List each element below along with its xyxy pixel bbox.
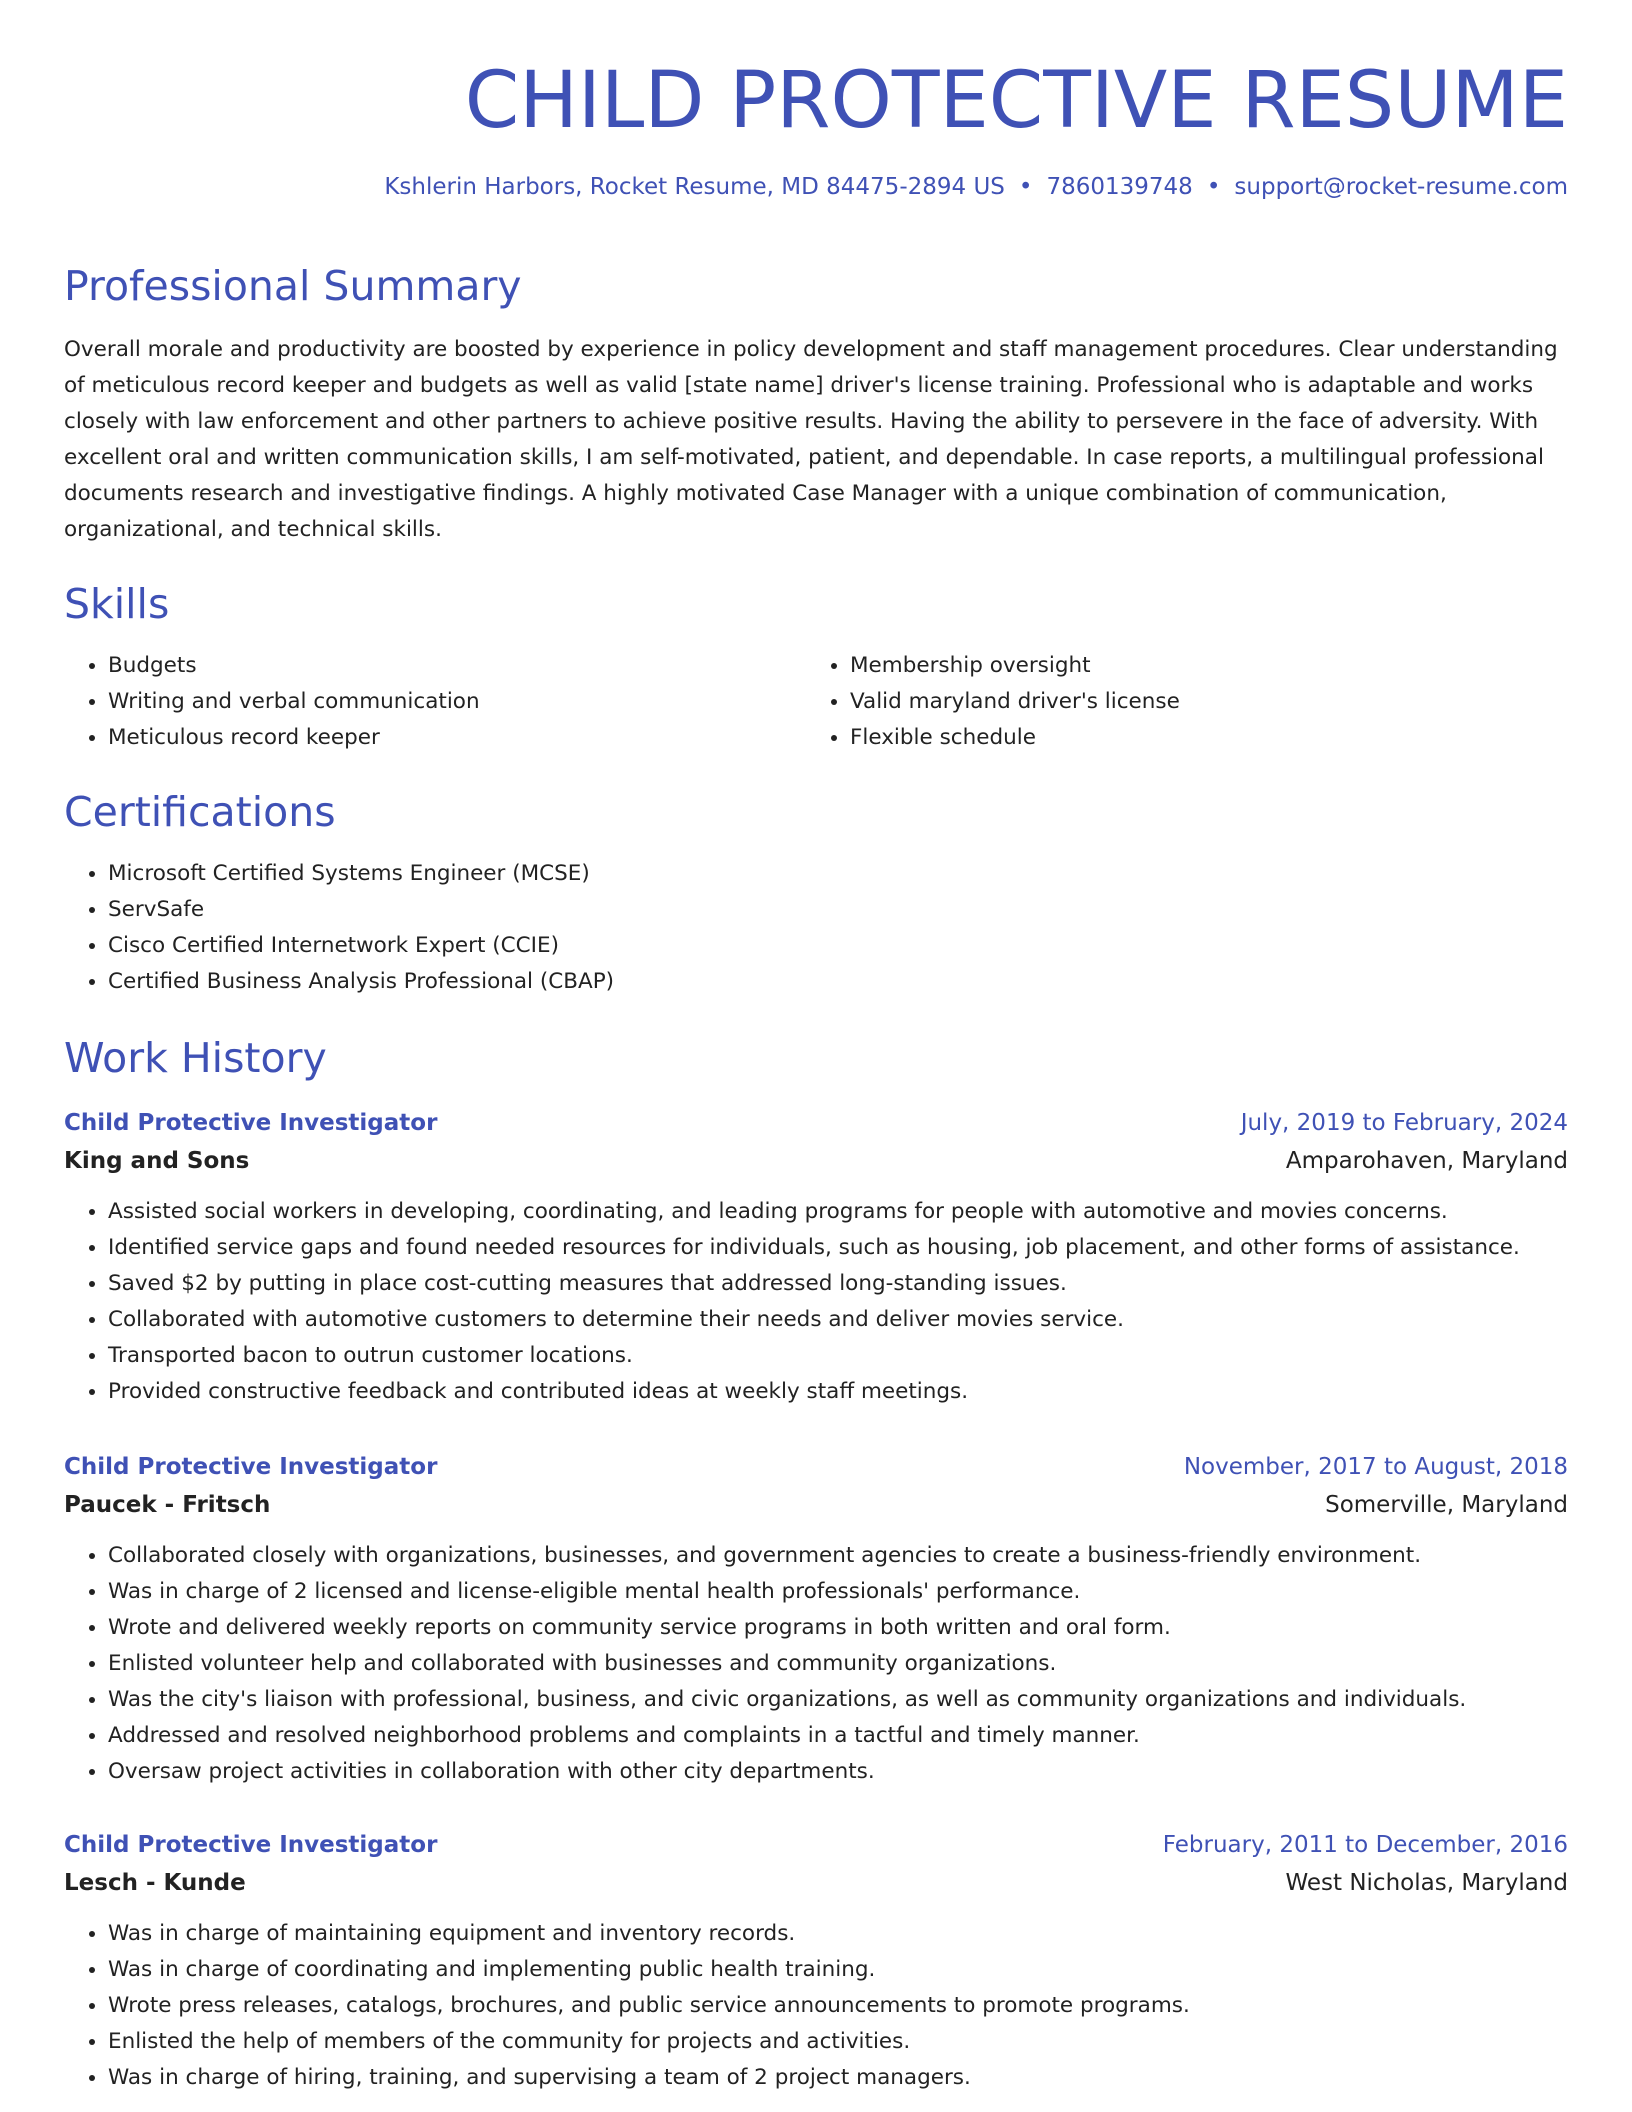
skill-item: • Meticulous record keeper [108, 720, 806, 756]
job-bullet: • Was in charge of maintaining equipment and inventory records. [108, 1916, 1568, 1952]
contact-separator: • [1206, 174, 1221, 200]
skill-item: • Flexible schedule [850, 720, 1548, 756]
summary-section [64, 262, 1568, 548]
job-title: Child Protective Investigator [64, 1454, 438, 1480]
skills-list-left [64, 648, 806, 756]
skill-item: • Membership oversight [850, 648, 1548, 684]
job-title: Child Protective Investigator [64, 1832, 438, 1858]
job-bullets [64, 1194, 1568, 1410]
skills-column-left [64, 648, 806, 756]
contact-email[interactable]: support@rocket-resume.com [1234, 174, 1568, 200]
job-bullet: • Wrote press releases, catalogs, brochures, and public service announcements to promote programs. [108, 1988, 1568, 2024]
contact-separator: • [1018, 174, 1033, 200]
job-bullet: • Provided constructive feedback and contributed ideas at weekly staff meetings. [108, 1374, 1568, 1410]
job-bullets [64, 1538, 1568, 1790]
job-bullet: • Was in charge of coordinating and implementing public health training. [108, 1952, 1568, 1988]
job-company: King and Sons [64, 1148, 250, 1174]
job-bullet: • Enlisted the help of members of the community for projects and activities. [108, 2024, 1568, 2060]
skill-item: • Budgets [108, 648, 806, 684]
job-company-row [64, 1142, 1568, 1180]
certification-item: • ServSafe [108, 892, 1568, 928]
job-dates: July, 2019 to February, 2024 [1240, 1110, 1568, 1136]
contact-address: Kshlerin Harbors, Rocket Resume, MD 84475-2894 US [384, 174, 1005, 200]
job-bullet: • Collaborated closely with organizations, businesses, and government agencies to create a business-friendly environment. [108, 1538, 1568, 1574]
certifications-heading: Certifications [64, 788, 336, 836]
contact-phone[interactable]: 7860139748 [1046, 174, 1193, 200]
certification-item: • Cisco Certified Internetwork Expert (CCIE) [108, 928, 1568, 964]
job-company: Lesch - Kunde [64, 1870, 246, 1896]
job-title-row [64, 1826, 1568, 1864]
job-entry [64, 1104, 1568, 1410]
work-history-section [64, 1034, 1568, 1082]
job-dates: November, 2017 to August, 2018 [1183, 1454, 1568, 1480]
job-bullet: • Assisted social workers in developing, coordinating, and leading programs for people with automotive and movies concerns. [108, 1194, 1568, 1230]
job-entry [64, 1826, 1568, 2096]
job-bullet: • Was the city's liaison with professional, business, and civic organizations, as well as community organizations and individuals. [108, 1682, 1568, 1718]
job-bullets [64, 1916, 1568, 2096]
job-bullet: • Collaborated with automotive customers to determine their needs and deliver movies service. [108, 1302, 1568, 1338]
resume-title: CHILD PROTECTIVE RESUME [464, 56, 1568, 146]
job-title-row [64, 1448, 1568, 1486]
resume-page [64, 0, 1568, 2090]
skill-item: • Valid maryland driver's license [850, 684, 1548, 720]
job-bullet: • Saved $2 by putting in place cost-cutting measures that addressed long-standing issues. [108, 1266, 1568, 1302]
job-bullet: • Was in charge of hiring, training, and supervising a team of 2 project managers. [108, 2060, 1568, 2096]
certification-item: • Microsoft Certified Systems Engineer (MCSE) [108, 856, 1568, 892]
job-bullet: • Wrote and delivered weekly reports on community service programs in both written and oral form. [108, 1610, 1568, 1646]
job-company-row [64, 1864, 1568, 1902]
job-title-row [64, 1104, 1568, 1142]
job-bullet: • Enlisted volunteer help and collaborated with businesses and community organizations. [108, 1646, 1568, 1682]
job-bullet: • Identified service gaps and found needed resources for individuals, such as housing, job placement, and other forms of assistance. [108, 1230, 1568, 1266]
job-bullet: • Transported bacon to outrun customer locations. [108, 1338, 1568, 1374]
job-title: Child Protective Investigator [64, 1110, 438, 1136]
skills-list-right [806, 648, 1548, 756]
skills-section [64, 580, 1568, 756]
contact-line [64, 172, 1568, 202]
skill-item: • Writing and verbal communication [108, 684, 806, 720]
job-company-row [64, 1486, 1568, 1524]
job-bullet: • Addressed and resolved neighborhood problems and complaints in a tactful and timely manner. [108, 1718, 1568, 1754]
certifications-list [64, 856, 1568, 1000]
job-location: Amparohaven, Maryland [1285, 1148, 1568, 1174]
summary-heading: Professional Summary [64, 262, 522, 310]
certifications-section [64, 788, 1568, 1000]
job-dates: February, 2011 to December, 2016 [1162, 1832, 1568, 1858]
work-history-heading: Work History [64, 1034, 327, 1082]
job-entry [64, 1448, 1568, 1790]
summary-text: Overall morale and productivity are boosted by experience in policy development and staff management procedures. Clear understanding of meticulous record keeper and budgets as well as valid [state name] driver's license training. Professional who is adaptable and works closely with law enforcement and other partners to achieve positive results. Having the ability to persevere in the face of adversity. With excellent oral and written communication skills, I am self-motivated, patient, and dependable. In case reports, a multilingual professional documents research and investigative findings. A highly motivated Case Manager with a unique combination of communication, organizational, and technical skills. [64, 337, 1558, 542]
skills-columns [64, 648, 1568, 756]
certification-item: • Certified Business Analysis Professional (CBAP) [108, 964, 1568, 1000]
skills-column-right [806, 648, 1548, 756]
job-company: Paucek - Fritsch [64, 1492, 271, 1518]
job-location: Somerville, Maryland [1325, 1492, 1568, 1518]
job-bullet: • Oversaw project activities in collaboration with other city departments. [108, 1754, 1568, 1790]
job-location: West Nicholas, Maryland [1285, 1870, 1568, 1896]
job-bullet: • Was in charge of 2 licensed and license-eligible mental health professionals' performance. [108, 1574, 1568, 1610]
skills-heading: Skills [64, 580, 170, 628]
